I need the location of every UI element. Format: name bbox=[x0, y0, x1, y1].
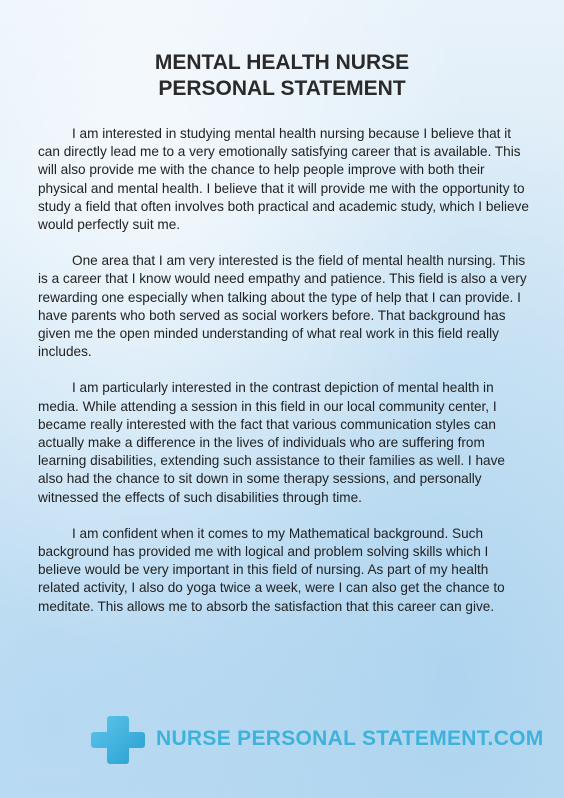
paragraph-2: One area that I am very interested is the field of mental health nursing. This is a career that I know would need empathy and patience. This field is also a very rewarding one especially when talking about the type of help that I can provide. I have parents who both served as social workers before. That background has given me the open minded understanding of what real work in this field really includes. bbox=[38, 253, 527, 360]
footer-logo bbox=[90, 712, 544, 768]
title-line-1: MENTAL HEALTH NURSE bbox=[154, 51, 410, 74]
medical-cross-icon bbox=[90, 712, 146, 768]
paragraph-3: I am particularly interested in the contrast depiction of mental health in media. While attending a session in this field in our local community center, I became really interested with the fact that various communication styles can actually make a difference in the lives of individuals who are suffering from learning disabilities, extending such assistance to their families as well. I have also had the chance to sit down in some therapy sessions, and personally witnessed the effects of such disabilities through time. bbox=[38, 380, 505, 505]
site-name: NURSE PERSONAL STATEMENT.COM bbox=[156, 727, 544, 750]
document-title bbox=[0, 50, 564, 102]
paragraph-1: I am interested in studying mental health nursing because I believe that it can directly lead me to a very emotionally satisfying career that is available. This will also provide me with the chance to help people improve with both their physical and mental health. I believe that it will provide me with the opportunity to study a field that often involves both practical and academic study, which I believe would perfectly suit me. bbox=[38, 126, 529, 233]
paragraph-4: I am confident when it comes to my Mathematical background. Such background has provided me with logical and problem solving skills which I believe would be very important in this field of nursing. As part of my health related activity, I also do yoga twice a week, were I can also get the chance to meditate. This allows me to absorb the satisfaction that this career can give. bbox=[38, 525, 505, 614]
statement-body bbox=[38, 125, 530, 634]
title-line-2: PERSONAL STATEMENT bbox=[158, 77, 406, 100]
